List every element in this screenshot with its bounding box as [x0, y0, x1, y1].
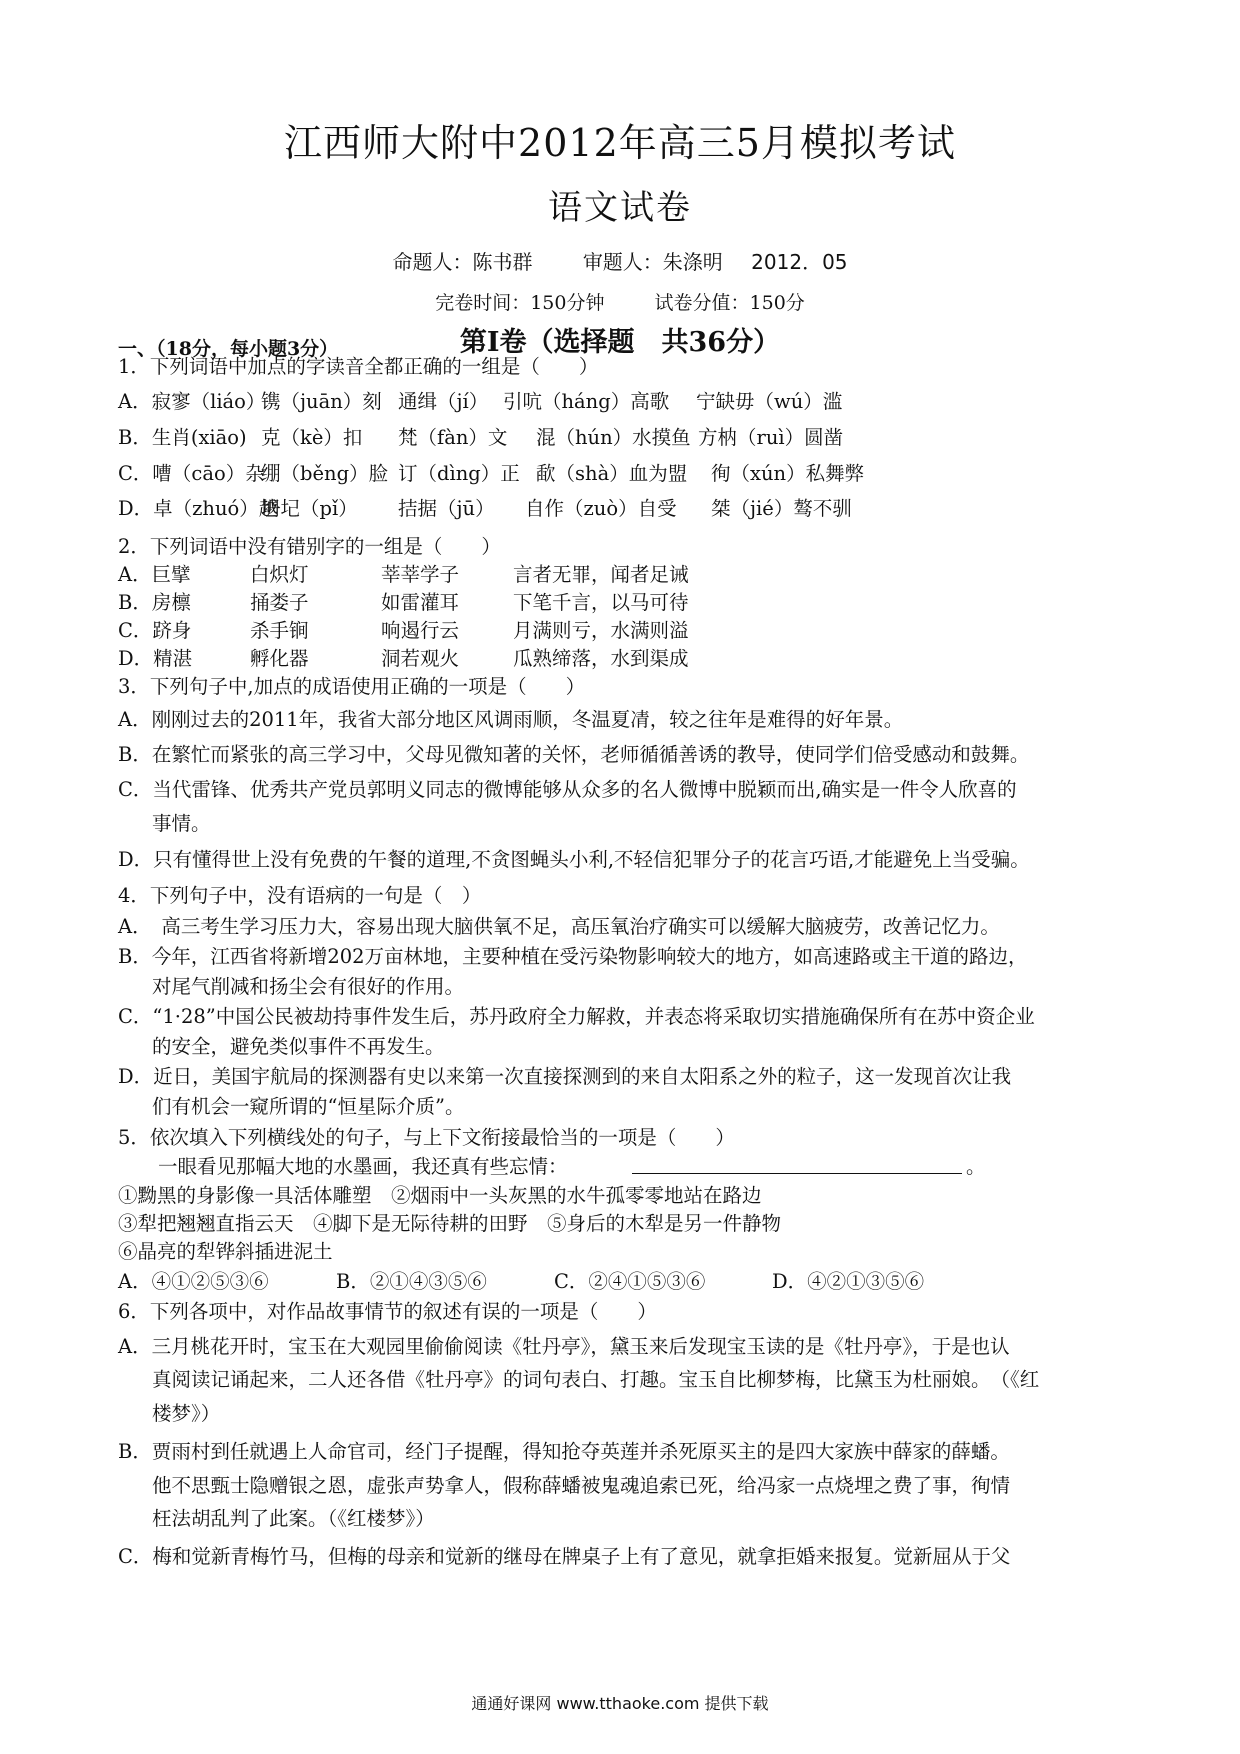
line-text: B．生肖(xiāo) [118, 426, 247, 449]
line-text: 自作（zuò）自受 [525, 497, 677, 520]
line-text: 歃（shà）血为盟 [536, 462, 688, 485]
line-text: B．房檩 [118, 591, 191, 614]
setter: 命题人：陈书群 [392, 250, 533, 274]
line-text: 镌（juān）刻 [261, 390, 382, 413]
line-text: 拮据（jū） [398, 497, 495, 520]
line-text: C．跻身 [118, 619, 192, 642]
line-text: 绷（běng）脸 [261, 462, 389, 485]
line-text: B．在繁忙而紧张的高三学习中，父母见微知著的关怀，老师循循善诱的教导，使同学们倍受感动和鼓舞。 [118, 743, 1030, 766]
exam-score: 试卷分值：150分 [654, 292, 805, 314]
line-text: 杀手锏 [250, 619, 309, 642]
part-heading: 一、（18分，每小题3分） [118, 338, 339, 360]
line-text: 真阅读记诵起来，二人还各借《牡丹亭》的词句表白、打趣。宝玉自比柳梦梅，比黛玉为杜丽娘。 （《红 [152, 1368, 1040, 1391]
line-text: 楼梦》） [152, 1402, 221, 1425]
line-text: 坍圮（pǐ） [261, 497, 358, 520]
line-text: 孵化器 [250, 647, 309, 670]
exam-staff [0, 246, 1240, 275]
line-text: 白炽灯 [250, 563, 309, 586]
line-text: 2．下列词语中没有错别字的一组是（ ） [118, 535, 501, 558]
line-text: D．近日，美国宇航局的探测器有史以来第一次直接探测到的来自太阳系之外的粒子，这一发现首次让我 [118, 1065, 1012, 1088]
line-text: 1．下列词语中加点的字读音全都正确的一组是（ ） [118, 355, 599, 378]
line-text: A．④①②⑤③⑥ [118, 1270, 269, 1293]
line-text: 方枘（ruì）圆凿 [698, 426, 844, 449]
line-text: A．寂寥（liáo） [118, 390, 266, 413]
line-text: ①黝黑的身影像一具活体雕塑 ②烟雨中一头灰黑的水牛孤零零地站在路边 [118, 1184, 762, 1207]
line-text: 下笔千言，以马可待 [513, 591, 689, 614]
line-text: 梵（fàn）文 [398, 426, 508, 449]
line-text: D．精湛 [118, 647, 193, 670]
line-text: 宁缺毋（wú）滥 [696, 390, 843, 413]
line-text: C．②④①⑤③⑥ [554, 1270, 706, 1293]
line-text: A．巨擘 [118, 563, 191, 586]
line-text: 的安全，避免类似事件不再发生。 [152, 1035, 445, 1058]
line-text: C．“1·28”中国公民被劫持事件发生后，苏丹政府全力解救，并表态将采取切实措施确保所有在苏中资企业 [118, 1005, 1035, 1028]
line-text: 莘莘学子 [381, 563, 460, 586]
line-text: 引吭（háng）高歌 [503, 390, 670, 413]
line-text: 月满则亏，水满则溢 [513, 619, 689, 642]
line-text: C．梅和觉新青梅竹马，但梅的母亲和觉新的继母在牌桌子上有了意见，就拿拒婚来报复。觉新屈从于父 [118, 1545, 1011, 1568]
line-text: A． 高三考生学习压力大，容易出现大脑供氧不足，高压氧治疗确实可以缓解大脑疲劳，改善记忆力。 [118, 915, 1000, 938]
exam-info [0, 288, 1240, 315]
line-text: 他不思甄士隐赠银之恩，虚张声势拿人，假称薛蟠被鬼魂追索已死，给冯家一点烧埋之费了事，徇情 [152, 1474, 1011, 1497]
line-text: 如雷灌耳 [381, 591, 460, 614]
line-text: 言者无罪，闻者足诫 [513, 563, 689, 586]
line-text: 枉法胡乱判了此案。（《红楼梦》） [152, 1507, 435, 1530]
line-text: 对尾气削减和扬尘会有很好的作用。 [152, 975, 465, 998]
line-text: A．三月桃花开时，宝玉在大观园里偷偷阅读《牡丹亭》，黛玉来后发现宝玉读的是《牡丹亭》，于是也认 [118, 1335, 1010, 1358]
line-text: 桀（jié）骜不驯 [711, 497, 852, 520]
line-text: 洞若观火 [381, 647, 460, 670]
line-text: 响遏行云 [381, 619, 460, 642]
line-text: 通缉（jí） [398, 390, 489, 413]
line-text: D．卓（zhuó）越 [118, 497, 279, 520]
line-text: 6．下列各项中，对作品故事情节的叙述有误的一项是（ ） [118, 1300, 657, 1323]
line-text: ③犁把翘翘直指云天 ④脚下是无际待耕的田野 ⑤身后的木犁是另一件静物 [118, 1212, 782, 1235]
line-text: C．当代雷锋、优秀共产党员郭明义同志的微博能够从众多的名人微博中脱颖而出,确实是一件令人欣喜的 [118, 778, 1017, 801]
line-text: 徇（xún）私舞弊 [711, 462, 865, 485]
exam-subtitle: 语文试卷 [548, 188, 692, 228]
line-text: 混（hún）水摸鱼 [536, 426, 691, 449]
line-text: ⑥晶亮的犁铧斜插进泥土 [118, 1240, 333, 1263]
section-title: 第Ⅰ卷（选择题 共36分） [459, 327, 781, 358]
line-text: 4．下列句子中，没有语病的一句是（ ） [118, 884, 482, 907]
line-text: A．刚刚过去的2011年，我省大部分地区风调雨顺，冬温夏凊，较之往年是难得的好年景。 [118, 708, 904, 731]
line-text: B．今年，江西省将新增202万亩林地，主要种植在受污染物影响较大的地方，如高速路或主干道的路边， [118, 945, 1028, 968]
answer-blank [632, 1155, 962, 1174]
line-text: 5．依次填入下列横线处的句子，与上下文衔接最恰当的一项是（ ） [118, 1126, 735, 1149]
line-text: 一眼看见那幅大地的水墨画，我还真有些忘情： [158, 1155, 568, 1178]
line-text: D．只有懂得世上没有免费的午餐的道理,不贪图蝇头小利,不轻信犯罪分子的花言巧语,才能避免上当受骗。 [118, 848, 1030, 871]
line-text: 3．下列句子中,加点的成语使用正确的一项是（ ） [118, 675, 586, 698]
line-text: 事情。 [152, 812, 211, 835]
exam-date: 2012．05 [751, 250, 848, 274]
line-text: C．嘈（cāo）杂 [118, 462, 265, 485]
line-text: B．贾雨村到任就遇上人命官司，经门子提醒，得知抢夺英莲并杀死原买主的是四大家族中薛家的薛蟠。 [118, 1440, 1010, 1463]
footer-credit: 通通好课网 www.tthaoke.com 提供下载 [471, 1694, 769, 1713]
line-text: 。 [966, 1155, 986, 1178]
line-text: 们有机会一窥所谓的“恒星际介质”。 [152, 1095, 465, 1118]
line-text: D．④②①③⑤⑥ [772, 1270, 925, 1293]
line-text: 瓜熟缔落，水到渠成 [513, 647, 689, 670]
exam-title: 江西师大附中2012年高三5月模拟考试 [284, 121, 956, 165]
line-text: 捅娄子 [250, 591, 309, 614]
line-text: 克（kè）扣 [261, 426, 363, 449]
exam-time: 完卷时间：150分钟 [435, 292, 605, 314]
reviewer: 审题人：朱涤明 [582, 250, 723, 274]
line-text: B．②①④③⑤⑥ [336, 1270, 487, 1293]
line-text: 订（dìng）正 [398, 462, 520, 485]
